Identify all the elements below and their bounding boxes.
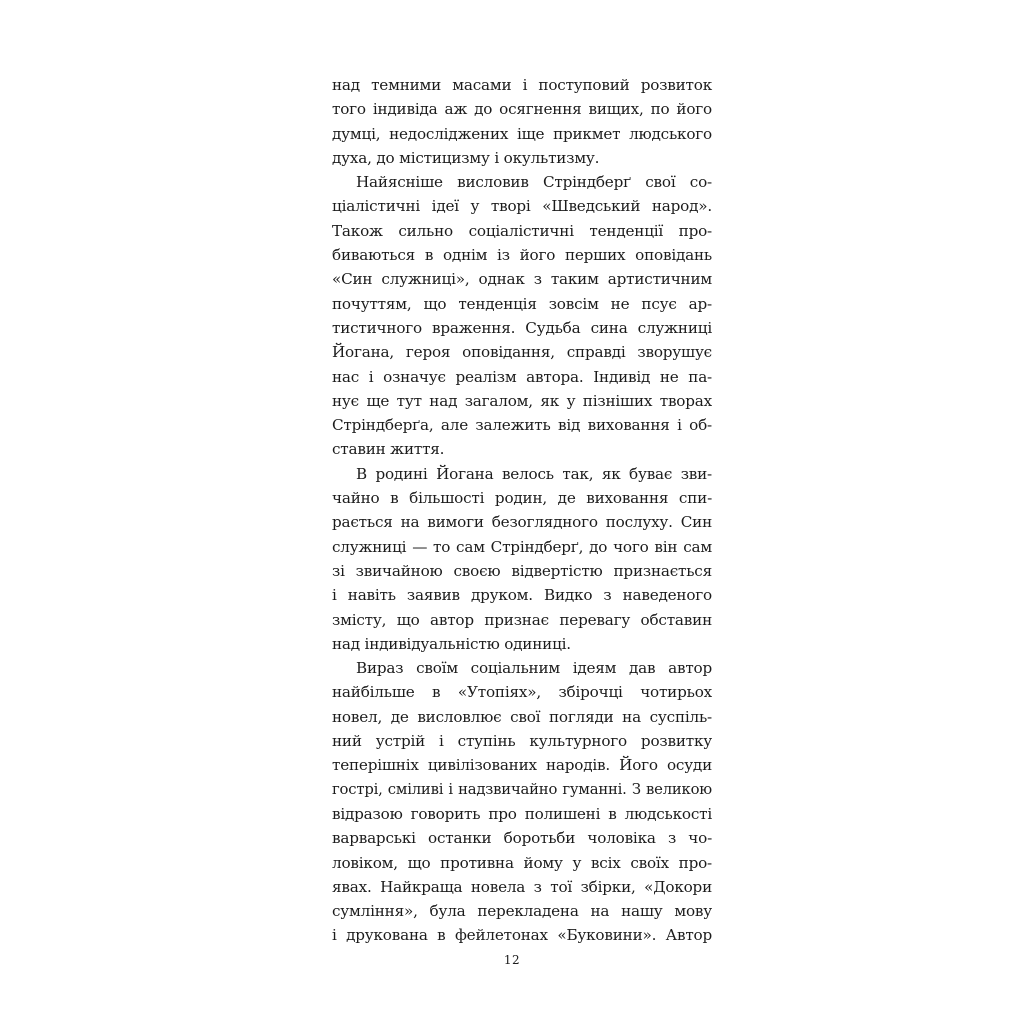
text-line: теперішніх цивілізованих народів. Його осуди (332, 756, 712, 775)
text-line: ловіком, що противна йому у всіх своїх про- (332, 853, 712, 872)
text-line: рається на вимоги безоглядного послуху. Син (332, 513, 712, 532)
text-line: В родині Йогана велось так, як буває зви- (356, 464, 712, 483)
text-line: «Син служниці», однак з таким артистичним (332, 270, 712, 289)
text-line: зі звичайною своєю відвертістю признається (332, 561, 712, 580)
text-line: того індивіда аж до осягнення вищих, по його (332, 100, 712, 119)
text-line: Стріндберґа, але залежить від виховання і об- (332, 416, 712, 435)
text-line: нас і означує реалізм автора. Індивід не па- (332, 367, 712, 386)
text-line: і друкована в фейлетонах «Буковини». Автор (332, 926, 712, 945)
text-line: чайно в більшості родин, де виховання спи- (332, 489, 712, 508)
text-line: духа, до містицизму і окультизму. (332, 148, 600, 167)
text-line: тистичного враження. Судьба сина служниці (332, 318, 712, 337)
text-line: Найясніше висловив Стріндберґ свої со- (356, 173, 712, 192)
text-line: ний устрій і ступінь культурного розвитку (332, 732, 712, 751)
text-line: новел, де висловлює свої погляди на суспіль- (332, 707, 712, 726)
text-line: і навіть заявив друком. Видко з наведеного (332, 586, 712, 605)
text-line: над темними масами і поступовий розвиток (332, 76, 712, 94)
text-line: явах. Найкраща новела з тої збірки, «Докори (332, 877, 712, 896)
text-line: варварські останки боротьби чоловіка з чо- (332, 829, 712, 848)
text-line: над індивідуальністю одиниці. (332, 634, 571, 653)
text-line: Йогана, героя оповідання, справді зворушує (332, 343, 712, 362)
text-line: биваються в однім із його перших оповідань (332, 246, 712, 265)
text-line: ціалістичні ідеї у творі «Шведський народ». (332, 197, 712, 216)
text-line: гострі, сміливі і надзвичайно гуманні. З великою (332, 780, 712, 798)
body-text (332, 73, 712, 948)
text-line: змісту, що автор признає перевагу обставин (332, 610, 712, 629)
text-line: ставин життя. (332, 440, 445, 459)
text-line: сумління», була перекладена на нашу мову (332, 902, 712, 921)
text-line: Також сильно соціалістичні тенденції про- (332, 221, 712, 240)
text-line: почуттям, що тенденція зовсім не псує ар- (332, 294, 712, 313)
text-line: найбільше в «Утопіях», збірочці чотирьох (332, 683, 712, 702)
text-line: служниці — то сам Стріндберґ, до чого він сам (332, 537, 712, 556)
text-line: Вираз своїм соціальним ідеям дав автор (356, 659, 712, 678)
text-line: думці, недосліджених іще прикмет людського (332, 124, 712, 143)
text-line: нує ще тут над загалом, як у пізніших творах (332, 391, 712, 410)
page-number: 12 (503, 953, 521, 967)
text-line: відразою говорить про полишені в людськості (332, 804, 712, 823)
